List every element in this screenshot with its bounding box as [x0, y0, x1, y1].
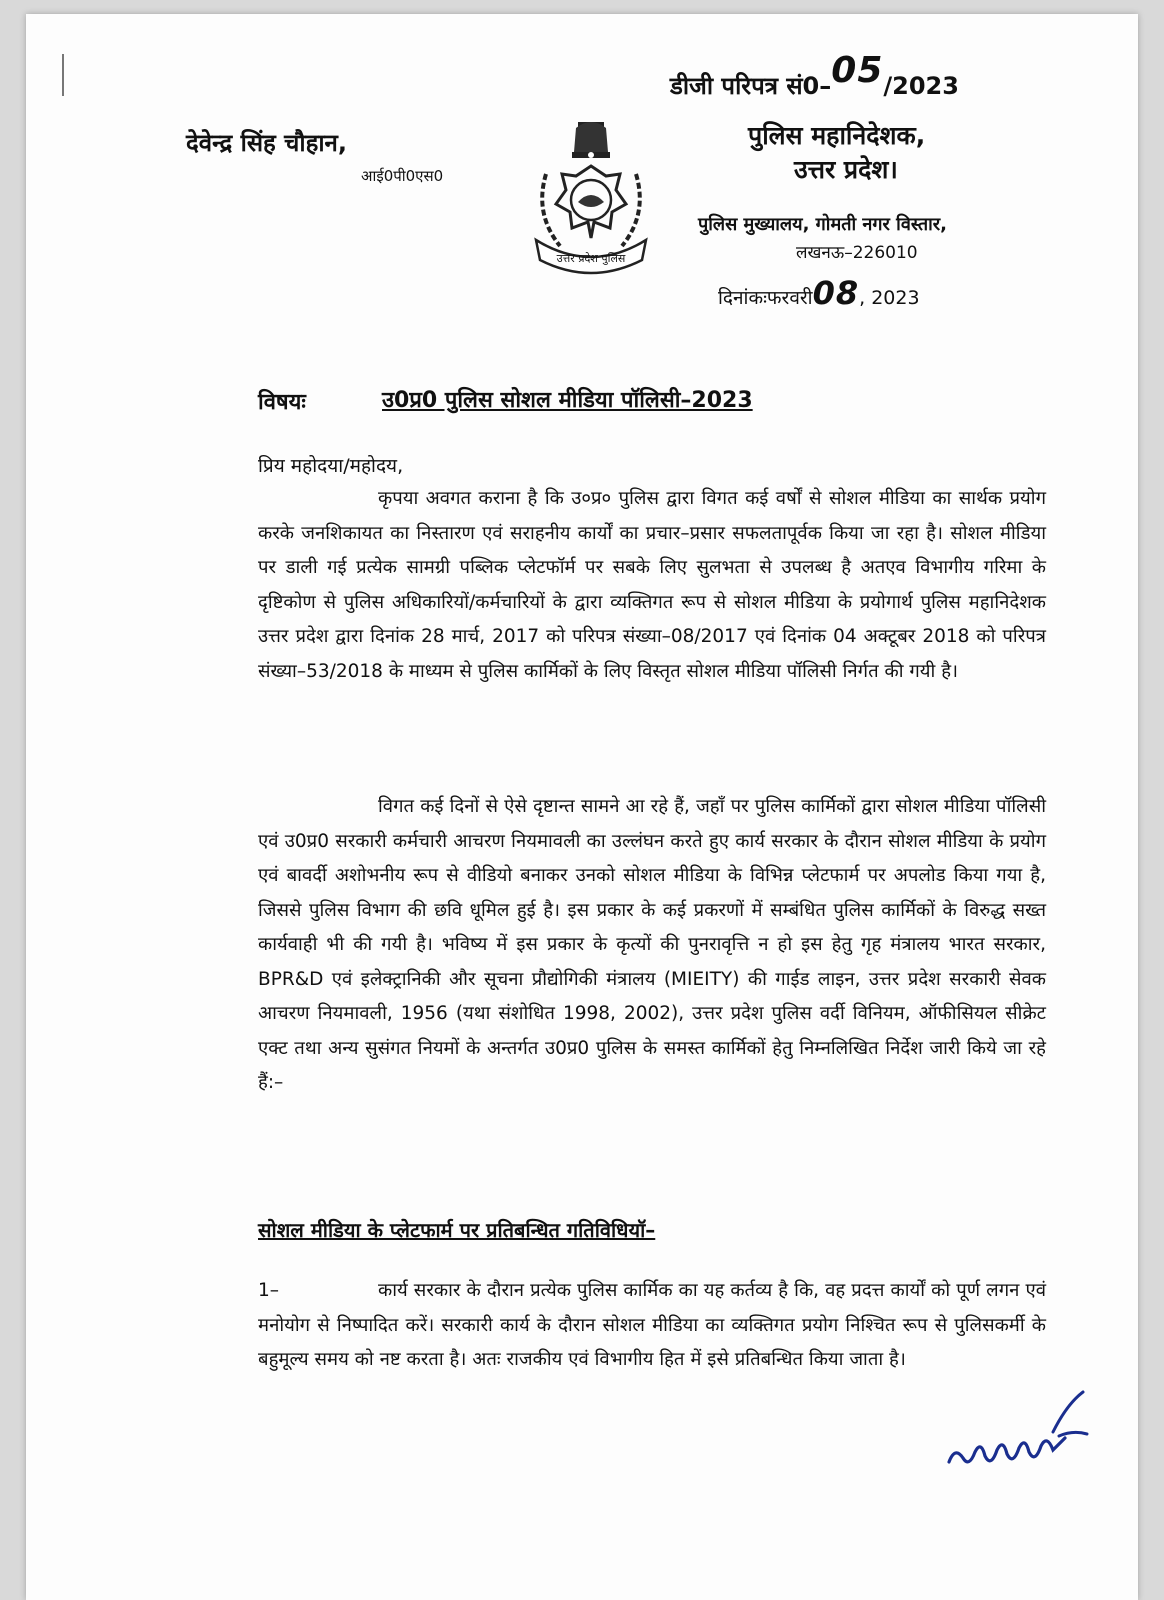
- subject-text: उ0प्र0 पुलिस सोशल मीडिया पॉलिसी–2023: [382, 388, 753, 413]
- document-page: [26, 14, 1138, 1600]
- officer-name: देवेन्द्र सिंह चौहान,: [186, 129, 347, 157]
- emblem-ribbon-text: उत्तर प्रदेश पुलिस: [556, 252, 626, 265]
- date-day-handwritten: 08: [812, 274, 860, 312]
- salutation: प्रिय महोदया/महोदय,: [258, 455, 404, 477]
- point-1-number: 1–: [258, 1280, 280, 1301]
- up-police-emblem-icon: [516, 114, 666, 284]
- body-paragraph-2: विगत कई दिनों से ऐसे दृष्टान्त सामने आ रहे हैं, जहाँ पर पुलिस कार्मिकों द्वारा सोशल मीडिया पॉलिसी एवं उ0प्र0 सरकारी कर्मचारी आचरण नियमावली का उल्लंघन करते हुए कार्य सरकार के दौरान सोशल मीडिया के प्रयोग एवं बावर्दी अशोभनीय रूप से वीडियो बनाकर उनको सोशल मीडिया के विभिन्न प्लेटफार्म पर अपलोड किया गया है, जिससे पुलिस विभाग की छवि धूमिल हुई है। इस प्रकार के कई प्रकरणों में सम्बंधित पुलिस कार्मिकों के विरुद्ध सख्त कार्यवाही भी की गयी है। भविष्य में इस प्रकार के कृत्यों की पुनरावृत्ति न हो इस हेतु गृह मंत्रालय भारत सरकार, BPR&D एवं इलेक्ट्रानिकी और सूचना प्रौद्योगिकी मंत्रालय (MIEITY) की गाईड लाइन, उत्तर प्रदेश सरकारी सेवक आचरण नियमावली, 1956 (यथा संशोधित 1998, 2002), उत्तर प्रदेश पुलिस वर्दी विनियम, ऑफीसियल सीक्रेट एक्ट तथा अन्य सुसंगत नियमों के अन्तर्गत उ0प्र0 पुलिस के समस्त कार्मिकों हेतु निम्नलिखित निर्देश जारी किये जा रहे हैं:–: [258, 796, 1046, 1093]
- point-1: 1– कार्य सरकार के दौरान प्रत्येक पुलिस कार्मिक का यह कर्तव्य है कि, वह प्रदत्त कार्यों को पूर्ण लगन एवं मनोयोग से निष्पादित करें। सरकारी कार्य के दौरान सोशल मीडिया का व्यक्तिगत प्रयोग निश्चित रूप से पुलिसकर्मी के बहुमूल्य समय को नष्ट करता है। अतः राजकीय एवं विभागीय हित में इसे प्रतिबन्धित किया जाता है।: [258, 1274, 1046, 1378]
- circular-number: डीजी परिपत्र सं0–05/2023: [670, 50, 959, 100]
- section-heading: सोशल मीडिया के प्लेटफार्म पर प्रतिबन्धित गतिविधियॉ–: [258, 1218, 656, 1242]
- circular-number-handwritten: 05: [831, 50, 884, 91]
- office-address-line1: पुलिस मुख्यालय, गोमती नगर विस्तार,: [698, 214, 947, 235]
- signature-icon: [941, 1374, 1091, 1484]
- body-paragraph-1: कृपया अवगत कराना है कि उ०प्र० पुलिस द्वारा विगत कई वर्षों से सोशल मीडिया का सार्थक प्रयोग करके जनशिकायत का निस्तारण एवं सराहनीय कार्यों का प्रचार–प्रसार सफलतापूर्वक किया जा रहा है। सोशल मीडिया पर डाली गई प्रत्येक सामग्री पब्लिक प्लेटफॉर्म पर सबके लिए सुलभता से उपलब्ध है अतएव विभागीय गरिमा के दृष्टिकोण से पुलिस अधिकारियों/कर्मचारियों के द्वारा व्यक्तिगत रूप से सोशल मीडिया के प्रयोगार्थ पुलिस महानिदेशक उत्तर प्रदेश द्वारा दिनांक 28 मार्च, 2017 को परिपत्र संख्या–08/2017 एवं दिनांक 04 अक्टूबर 2018 को परिपत्र संख्या–53/2018 के माध्यम से पुलिस कार्मिकों के लिए विस्तृत सोशल मीडिया पॉलिसी निर्गत की गयी है।: [258, 488, 1046, 682]
- office-address-line2: लखनऊ–226010: [796, 243, 918, 263]
- document-date: दिनांकःफरवरी08, 2023: [718, 274, 920, 312]
- officer-designation: आई0पी0एस0: [361, 167, 444, 185]
- subject-label: विषयः: [258, 390, 306, 415]
- office-title: पुलिस महानिदेशक,: [748, 121, 926, 150]
- office-state: उत्तर प्रदेश।: [794, 155, 898, 184]
- punch-mark: [62, 54, 64, 96]
